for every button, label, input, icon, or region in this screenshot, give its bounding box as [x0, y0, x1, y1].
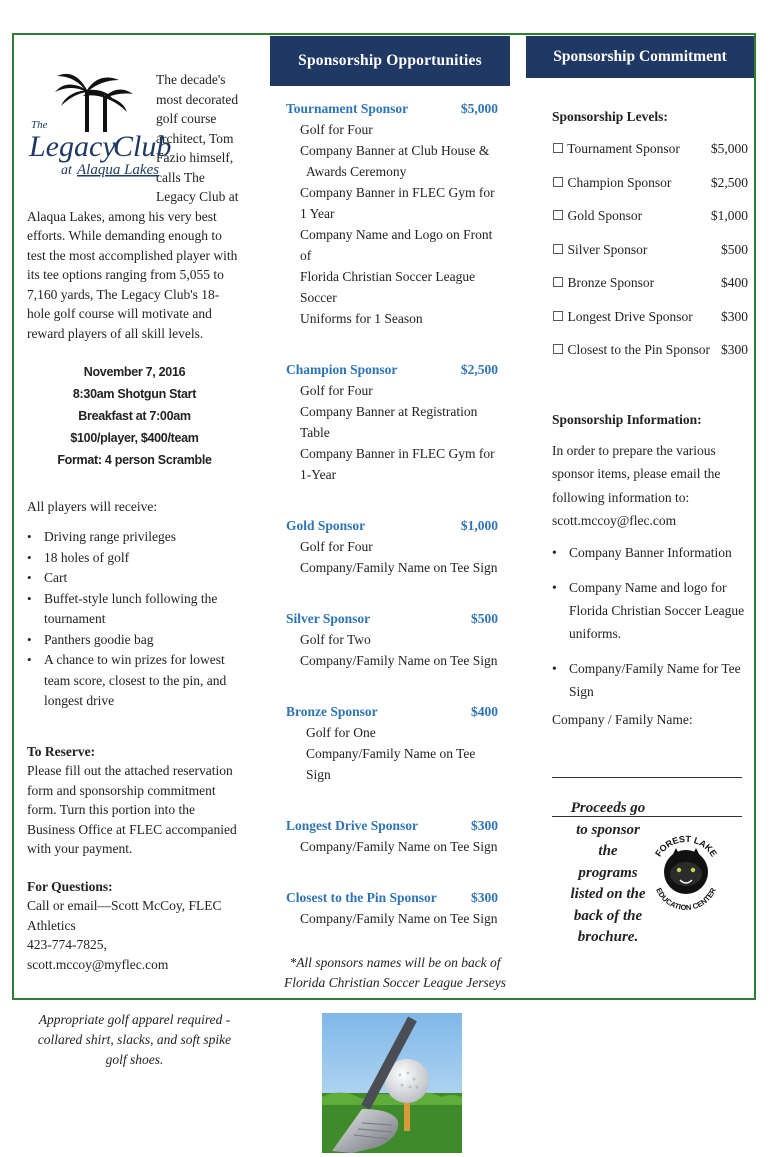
sponsor-benefit: Company/Family Name on Tee Sign — [300, 839, 498, 854]
sponsor-level-name: Silver Sponsor — [286, 611, 371, 626]
option-price: $400 — [721, 275, 748, 290]
option-price: $5,000 — [710, 141, 748, 156]
sponsor-level-price: $5,000 — [460, 101, 498, 116]
option-price: $2,500 — [710, 174, 748, 190]
reserve-text: Please fill out the attached reservation form and sponsorship commitment form. Turn this portion into the Business Office at FLEC accompanied with your payment. — [27, 763, 237, 856]
attire-note: Appropriate golf apparel required - collared shirt, slacks, and soft spike golf shoes. — [37, 1012, 232, 1067]
questions-title: For Questions: — [27, 878, 113, 894]
event-breakfast: Breakfast at 7:00am — [78, 409, 191, 423]
svg-text:EDUCATION CENTER: EDUCATION CENTER — [654, 886, 718, 913]
level-option-closest-pin[interactable] — [552, 333, 748, 367]
sponsor-level-heading — [286, 887, 498, 908]
option-label: ☐ Longest Drive Sponsor — [552, 308, 693, 324]
sponsor-level-name: Gold Sponsor — [286, 518, 366, 533]
sponsor-level-name: Champion Sponsor — [286, 362, 398, 377]
event-price: $100/player, $400/team — [70, 431, 199, 445]
sponsor-level-heading — [286, 815, 498, 836]
sponsor-level-heading — [286, 98, 498, 119]
list-item: • 18 holes of golf — [27, 548, 242, 569]
option-label: ☐ Closest to the Pin Sponsor — [552, 342, 710, 357]
left-column — [27, 70, 242, 1070]
middle-column — [270, 36, 510, 1153]
sponsor-level-heading — [286, 515, 498, 536]
level-option-bronze[interactable] — [552, 266, 748, 300]
event-start: 8:30am Shotgun Start — [72, 387, 197, 401]
list-item: • Panthers goodie bag — [27, 630, 242, 651]
list-item: • A chance to win prizes for lowest team score, closest to the pin, and longest drive — [27, 650, 242, 712]
list-item: • Cart — [27, 568, 242, 589]
level-option-gold[interactable] — [552, 199, 748, 233]
sponsor-level-price: $2,500 — [460, 362, 498, 377]
svg-text:FOREST LAKE: FOREST LAKE — [653, 833, 719, 859]
sponsor-benefit: Florida Christian Soccer League Soccer — [300, 269, 476, 305]
sponsor-benefit: Uniforms for 1 Season — [300, 311, 423, 326]
sponsor-benefit: Golf for Four — [300, 539, 373, 554]
sponsor-level — [286, 359, 498, 485]
option-price: $300 — [721, 308, 748, 324]
sponsor-benefit: Golf for Two — [300, 632, 371, 647]
option-label: ☐ Gold Sponsor — [552, 208, 643, 223]
info-list — [552, 541, 748, 703]
sponsor-level-name: Closest to the Pin Sponsor — [286, 890, 437, 905]
sponsor-level-price: $500 — [471, 611, 498, 626]
level-option-silver[interactable] — [552, 233, 748, 267]
level-option-champion[interactable] — [552, 166, 748, 200]
reserve-section — [27, 742, 242, 859]
sponsor-benefit: Golf for Four — [300, 122, 373, 137]
sponsor-level — [286, 815, 498, 857]
list-item: • Company/Family Name for Tee Sign — [552, 657, 748, 703]
company-name-label: Company / Family Name: — [552, 711, 693, 727]
option-label: ☐ Silver Sponsor — [552, 241, 648, 257]
option-price: $500 — [721, 241, 748, 257]
option-price: $1,000 — [710, 208, 748, 223]
sponsor-levels — [286, 98, 498, 929]
sponsor-benefit: Company/Family Name on Tee Sign — [306, 746, 476, 782]
sponsor-benefit: Company Banner at Registration Table — [300, 404, 478, 440]
proceeds-note: Proceeds go to sponsor the programs listed on the back of the brochure. — [570, 800, 646, 945]
sponsor-benefit: Company/Family Name on Tee Sign — [300, 911, 498, 926]
option-price: $300 — [721, 342, 748, 357]
level-options — [552, 132, 748, 367]
sponsor-level-price: $400 — [471, 704, 498, 719]
list-item: • Company Name and logo for Florida Christian Soccer League uniforms. — [552, 576, 748, 645]
option-label: ☐ Bronze Sponsor — [552, 275, 655, 290]
sponsor-level-heading — [286, 608, 498, 629]
info-text: In order to prepare the various sponsor items, please email the following information to: scott.mccoy@flec.com — [552, 442, 721, 528]
svg-text:Alaqua Lakes: Alaqua Lakes — [77, 162, 160, 178]
sponsor-level-name: Tournament Sponsor — [286, 101, 409, 116]
commitment-header: Sponsorship Commitment — [526, 36, 754, 78]
sponsor-level-name: Longest Drive Sponsor — [286, 818, 419, 833]
info-title: Sponsorship Information: — [552, 411, 702, 427]
sponsor-benefit: Company Banner at Club House & — [300, 143, 490, 158]
sponsor-benefit: Company Name and Logo on Front of — [300, 227, 493, 263]
option-label: ☐ Champion Sponsor — [552, 174, 672, 190]
questions-section — [27, 877, 242, 975]
sponsor-benefit: Company Banner in FLEC Gym for 1-Year — [300, 446, 495, 482]
right-column — [526, 36, 754, 817]
receive-title: All players will receive: — [27, 499, 158, 514]
questions-contact: Call or email—Scott McCoy, FLEC Athletics — [27, 898, 222, 933]
flec-logo — [646, 808, 724, 936]
reserve-title: To Reserve: — [27, 743, 96, 759]
svg-text:The: The — [31, 119, 48, 131]
svg-text:Club: Club — [113, 130, 172, 163]
sponsor-level-price: $1,000 — [460, 518, 498, 533]
opportunities-header: Sponsorship Opportunities — [270, 36, 510, 86]
sponsor-level-heading — [286, 359, 498, 380]
sponsor-benefit: Company/Family Name on Tee Sign — [300, 560, 498, 575]
sponsor-level — [286, 98, 498, 329]
event-date: November 7, 2016 — [83, 365, 186, 379]
sponsor-benefit: Golf for Four — [300, 383, 373, 398]
sponsor-level — [286, 608, 498, 671]
questions-phone-email: 423-774-7825, scott.mccoy@myflec.com — [27, 937, 169, 972]
sponsor-level — [286, 701, 498, 785]
sponsor-benefit: Awards Ceremony — [306, 164, 407, 179]
sponsor-level-heading — [286, 701, 498, 722]
list-item: • Driving range privileges — [27, 527, 242, 548]
sponsor-level-price: $300 — [471, 818, 498, 833]
intro-paragraph: The decade's most decorated golf course architect, Tom Fazio himself, calls The Legacy Club at Alaqua Lakes, among his very best efforts. While demanding enough to test the most accomplished player with its tee options ranging from 5,055 to 7,160 yards, The Legacy Club's 18-hole golf course will motivate and reward players of all skill levels. — [27, 72, 239, 341]
level-option-longest-drive[interactable] — [552, 300, 748, 334]
sponsor-level-price: $300 — [471, 890, 498, 905]
sponsor-benefit: Golf for One — [306, 725, 376, 740]
event-format: Format: 4 person Scramble — [57, 453, 212, 467]
level-option-tournament[interactable] — [552, 132, 748, 166]
svg-text:at: at — [61, 163, 72, 178]
golf-ball-photo — [322, 1013, 462, 1153]
jersey-note: *All sponsors names will be on back of Florida Christian Soccer League Jerseys — [284, 955, 506, 990]
sponsor-level-name: Bronze Sponsor — [286, 704, 378, 719]
receive-list — [27, 527, 242, 712]
list-item: • Buffet-style lunch following the tournament — [27, 589, 242, 630]
levels-title: Sponsorship Levels: — [552, 109, 668, 124]
event-details — [27, 361, 242, 471]
sponsor-benefit: Company/Family Name on Tee Sign — [300, 653, 498, 668]
sponsor-benefit: Company Banner in FLEC Gym for 1 Year — [300, 185, 495, 221]
sponsor-level — [286, 515, 498, 578]
svg-text:Legacy: Legacy — [29, 130, 116, 163]
option-label: ☐ Tournament Sponsor — [552, 141, 680, 156]
sponsor-level — [286, 887, 498, 929]
company-name-line-1[interactable] — [552, 777, 742, 778]
list-item: • Company Banner Information — [552, 541, 748, 564]
legacy-club-logo — [27, 70, 172, 195]
